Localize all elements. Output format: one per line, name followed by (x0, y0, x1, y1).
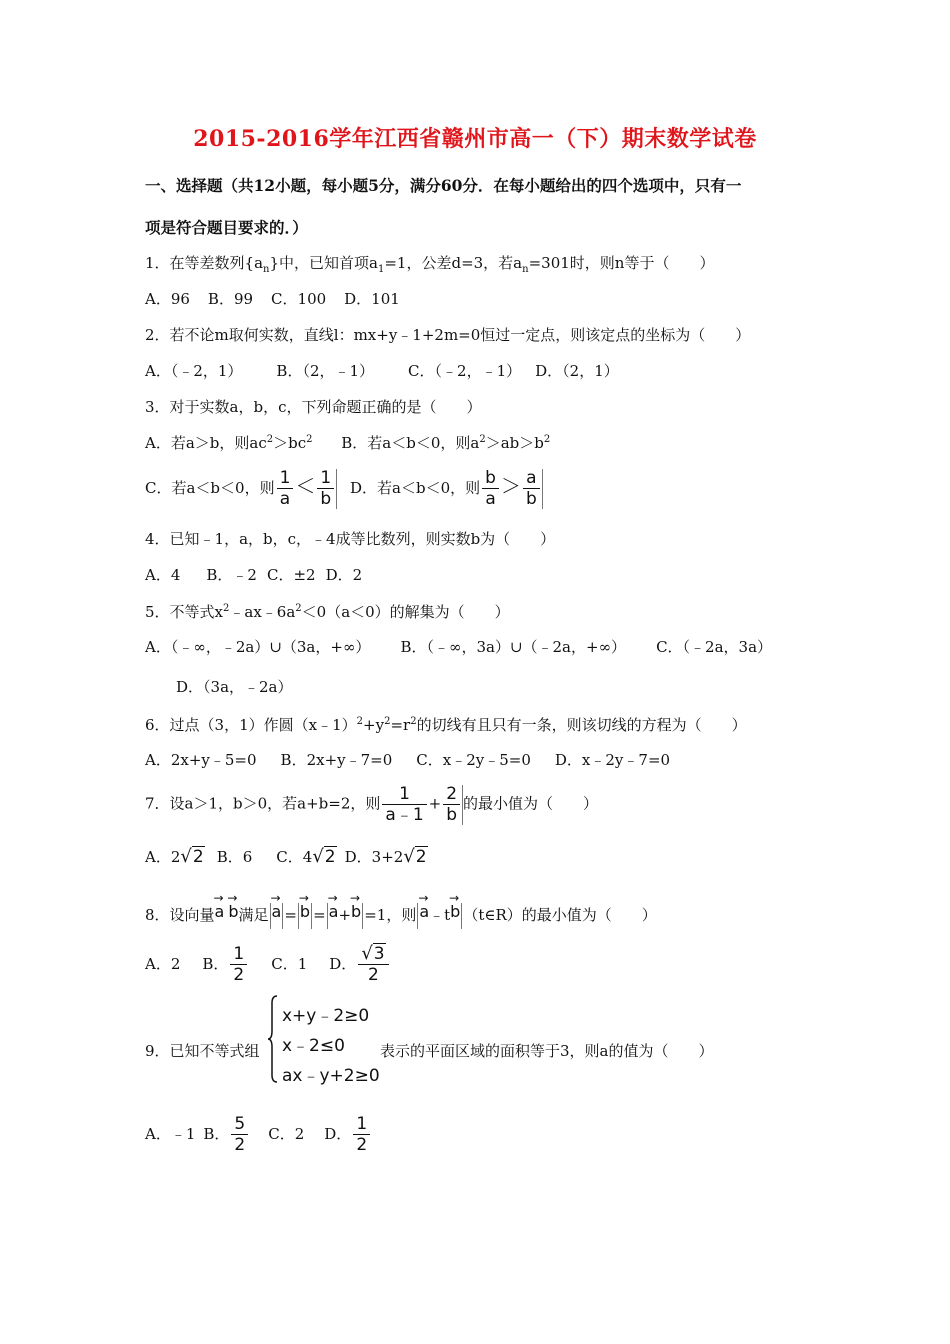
q9-option-c: C．2 (268, 1124, 305, 1143)
q7-plus: + (428, 794, 442, 813)
q1-sub-1: 1 (377, 264, 385, 275)
radicand: 2 (324, 847, 336, 867)
numerator: 5 (231, 1114, 248, 1135)
q1-text-3: =1，公差d=3，若a (384, 254, 523, 272)
question-8 (145, 896, 657, 929)
q1-text: 1．在等差数列{a (145, 254, 264, 272)
numerator: 1 (353, 1114, 370, 1135)
q6-option-a: A．2x+y﹣5=0 (145, 751, 257, 769)
q7-option-b: B．6 (216, 848, 253, 866)
q8-text-4: （t∈R）的最小值为（ ） (463, 906, 657, 924)
q2-option-b: B．（2，﹣1） (276, 362, 375, 380)
q3-c-relation: ＜ (295, 473, 316, 498)
q3-c-text: C．若a＜b＜0，则 (145, 478, 275, 497)
denominator: b (525, 489, 537, 509)
vector-a: → a (419, 896, 429, 920)
q1-text-4: =301时，则n等于（ ） (528, 254, 715, 272)
fraction (443, 784, 460, 825)
q1-sub-n2: n (522, 264, 529, 275)
q8-eq: = (313, 906, 326, 924)
q4-option-a: A．4 (145, 566, 181, 584)
q3-options-cd (145, 468, 543, 509)
page-title: 2015-2016学年江西省赣州市高一（下）期末数学试卷 (193, 126, 757, 152)
q9-d-label: D． (324, 1124, 352, 1143)
abs-bar (298, 903, 299, 929)
brace-icon (268, 995, 278, 1083)
q6-text-3: =r (390, 716, 411, 734)
q7-options (145, 848, 428, 866)
q8-eq: = (284, 906, 297, 924)
q8-option-d (329, 943, 390, 985)
q8-b-label: B． (202, 954, 229, 973)
numerator: 1 (277, 468, 294, 489)
q9-b-label: B． (203, 1124, 230, 1143)
q5-options-abc (145, 640, 772, 655)
abs-bar (417, 903, 418, 929)
denominator: 2 (234, 1135, 246, 1155)
q5-sup-2: 2 (295, 603, 302, 614)
q6-text-4: 的切线有且只有一条，则该切线的方程为（ ） (416, 716, 747, 734)
q6-option-d: D．x﹣2y﹣7=0 (554, 751, 671, 769)
vector-b: → b (300, 896, 310, 920)
fraction (317, 468, 334, 509)
q6-sup-3: 2 (410, 716, 417, 727)
fraction (523, 468, 540, 509)
q7-option-d (345, 848, 428, 866)
q6-options (145, 753, 670, 768)
q3-option-c (145, 468, 337, 509)
question-4: 4．已知﹣1，a，b，c，﹣4成等比数列，则实数b为（ ） (145, 530, 556, 548)
q3-b-text: B．若a＜b＜0，则a (341, 434, 480, 452)
vector-b: → b (228, 896, 238, 920)
q3-d-relation: ＞ (500, 473, 521, 498)
sqrt-icon: √ (403, 846, 415, 867)
inequality-row: ax﹣y+2≥0 (282, 1066, 380, 1086)
q8-text-2: 满足 (238, 906, 269, 924)
inequality-row: x+y﹣2≥0 (282, 1006, 370, 1026)
q1-option-d: D．101 (344, 290, 400, 308)
fraction (358, 944, 388, 985)
question-2: 2．若不论m取何实数，直线l：mx+y﹣1+2m=0恒过一定点，则该定点的坐标为（ ） (145, 326, 751, 344)
vector-b: → b (450, 896, 460, 920)
question-6 (145, 717, 747, 733)
sqrt-icon: √ (180, 846, 192, 867)
q9-option-a: A．﹣1 (145, 1124, 196, 1143)
q8-options (145, 944, 391, 985)
q7-text: 7．设a＞1，b＞0，若a+b=2，则 (145, 794, 381, 813)
q3-b-text-2: ＞ab＞b (485, 434, 544, 452)
q1-text-2: }中，已知首项a (269, 254, 378, 272)
numerator: 1 (382, 784, 426, 805)
q8-option-c: C．1 (271, 954, 308, 973)
q5-text: 5．不等式x (145, 603, 224, 621)
q5-text-2: ﹣ax﹣6a (229, 603, 296, 621)
fraction (382, 784, 426, 825)
q7-d-label: D．3+2 (344, 848, 404, 866)
q6-text-2: +y (363, 716, 385, 734)
fraction (353, 1114, 370, 1155)
q7-option-c (276, 848, 336, 866)
numerator: 1 (317, 468, 334, 489)
divider (542, 469, 543, 509)
abs-bar (311, 903, 312, 929)
question-7 (145, 784, 598, 825)
q7-a-label: A．2 (145, 848, 181, 866)
radicand: 2 (192, 847, 204, 867)
q3-options-ab (145, 435, 550, 451)
section-heading-line2: 项是符合题目要求的．） (145, 218, 308, 237)
fraction (482, 468, 499, 509)
vector-b: → b (351, 896, 361, 920)
section-heading-line1: 一、选择题（共12小题，每小题5分，满分60分．在每小题给出的四个选项中，只有一 (145, 176, 742, 195)
q2-option-d: D．（2，1） (535, 362, 619, 380)
q1-sub-n: n (263, 264, 270, 275)
vector-a: → a (329, 896, 339, 920)
q5-option-a: A．（﹣∞，﹣2a）∪（3a，+∞） (145, 638, 371, 656)
q9-option-d (324, 1114, 372, 1155)
divider (336, 469, 337, 509)
q8-text: 8．设向量 (145, 906, 215, 924)
q6-option-c: C．x﹣2y﹣5=0 (416, 751, 531, 769)
q5-option-c: C．（﹣2a，3a） (656, 638, 773, 656)
question-5 (145, 604, 510, 620)
abs-bar (270, 903, 271, 929)
q9-text: 9．已知不等式组 (145, 1042, 260, 1060)
q8-minus-t: ﹣t (429, 906, 451, 924)
q4-options (145, 568, 362, 583)
q8-text-3: =1，则 (364, 906, 417, 924)
q7-text-2: 的最小值为（ ） (463, 794, 599, 813)
question-3: 3．对于实数a，b，c，下列命题正确的是（ ） (145, 398, 482, 416)
q3-a-sup-2: 2 (306, 434, 313, 445)
vector-a: → a (215, 896, 225, 920)
q1-options (145, 292, 418, 307)
numerator (358, 944, 388, 965)
q3-option-d (350, 468, 543, 509)
question-1 (145, 256, 714, 275)
q3-b-sup: 2 (479, 434, 486, 445)
q3-a-sup: 2 (266, 434, 274, 445)
denominator: a (485, 489, 496, 509)
q3-a-text-2: ＞bc (273, 434, 307, 452)
inequality-row: x﹣2≤0 (282, 1036, 345, 1056)
q2-options (145, 364, 619, 379)
denominator: 2 (356, 1135, 368, 1155)
q3-b-sup-2: 2 (543, 434, 551, 445)
q7-c-label: C．4 (276, 848, 313, 866)
q3-option-a (145, 434, 313, 452)
denominator: a (279, 489, 291, 509)
q5-option-b: B．（﹣∞，3a）∪（﹣2a，+∞） (400, 638, 627, 656)
q6-text: 6．过点（3，1）作圆（x﹣1） (145, 716, 357, 734)
radicand: 2 (415, 847, 427, 867)
abs-bar (327, 903, 328, 929)
q5-option-d: D．（3a，﹣2a） (176, 678, 293, 696)
q3-a-text: A．若a＞b，则ac (145, 434, 267, 452)
sqrt-icon: √ (312, 846, 324, 867)
q9-text-2: 表示的平面区域的面积等于3，则a的值为（ ） (380, 1042, 714, 1060)
fraction (231, 1114, 248, 1155)
q6-sup: 2 (356, 716, 364, 727)
q5-text-3: ＜0（a＜0）的解集为（ ） (301, 603, 510, 621)
denominator: 2 (233, 965, 245, 985)
inequality-system (268, 995, 380, 1087)
q4-option-c: C．±2 (266, 566, 316, 584)
q2-option-c: C．（﹣2，﹣1） (408, 362, 522, 380)
q1-option-b: B．99 (207, 290, 254, 308)
q3-option-b (341, 434, 550, 452)
q6-option-b: B．2x+y﹣7=0 (280, 751, 393, 769)
fraction (230, 944, 247, 985)
q6-sup-2: 2 (384, 716, 391, 727)
radicand: 3 (373, 944, 385, 964)
fraction (277, 468, 294, 509)
q8-d-label: D． (329, 954, 357, 973)
denominator: b (446, 805, 458, 825)
denominator: b (320, 489, 332, 509)
numerator: 2 (443, 784, 460, 805)
q1-option-a: A．96 (145, 290, 190, 308)
q8-option-b (202, 944, 249, 985)
q3-d-text: D．若a＜b＜0，则 (350, 478, 481, 497)
q5-sup: 2 (223, 603, 230, 614)
q7-option-a (145, 848, 205, 866)
q8-plus: + (338, 906, 352, 924)
q4-option-b: B．﹣2 (206, 566, 257, 584)
q9-option-b (203, 1114, 250, 1155)
vector-a: → a (272, 896, 282, 920)
q9-options (145, 1114, 372, 1155)
numerator: b (482, 468, 499, 489)
q4-option-d: D．2 (325, 566, 363, 584)
q1-option-c: C．100 (271, 290, 327, 308)
denominator: a﹣1 (385, 805, 424, 825)
q2-option-a: A．（﹣2，1） (145, 362, 243, 380)
denominator: 2 (368, 965, 379, 985)
numerator: a (523, 468, 540, 489)
sqrt-icon: √ (361, 943, 373, 964)
numerator: 1 (230, 944, 247, 965)
q8-option-a: A．2 (145, 954, 181, 973)
